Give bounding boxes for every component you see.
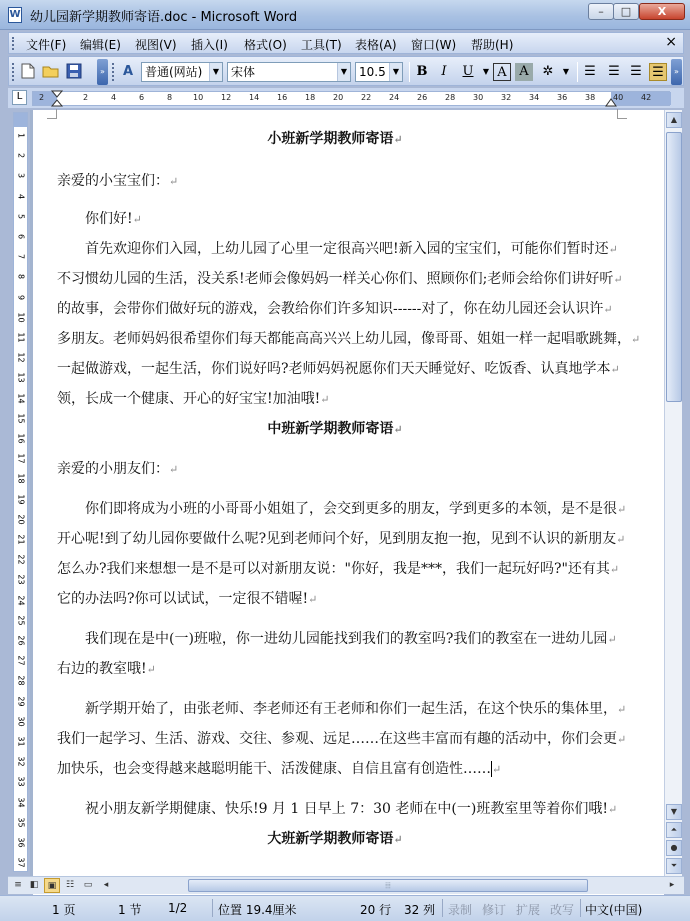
ruler-tick: 22 — [361, 93, 372, 102]
menu-bar — [8, 32, 684, 54]
section-heading[interactable] — [57, 824, 613, 855]
vertical-ruler-tick: 31 — [16, 736, 26, 747]
paragraph-mark-icon: ↵ — [603, 303, 613, 316]
paragraph-text: 中班新学期教师寄语 — [267, 421, 394, 437]
ruler-tick: 36 — [557, 93, 568, 102]
normal-view-icon[interactable]: ≡ — [14, 880, 22, 890]
ruler-tick: 8 — [167, 93, 173, 102]
toolbar-options-icon-2[interactable]: » — [671, 59, 682, 85]
vertical-ruler-tick: 15 — [16, 413, 26, 424]
formatting-toolbar — [8, 56, 684, 86]
align-right-icon[interactable]: ☰ — [630, 64, 642, 79]
horizontal-scrollbar[interactable] — [8, 876, 684, 894]
vertical-ruler-tick: 37 — [16, 857, 26, 868]
paragraph-text: 你们好! — [57, 211, 133, 227]
menu-help[interactable]: 帮助(H) — [471, 38, 514, 52]
toolbar-grip-2[interactable] — [112, 63, 115, 81]
status-extend[interactable]: 扩展 — [516, 903, 541, 917]
paragraph-mark-icon: ↵ — [608, 243, 618, 256]
body-paragraph[interactable] — [57, 354, 620, 385]
open-folder-icon[interactable] — [42, 63, 60, 81]
status-separator — [442, 899, 443, 917]
ruler-tick: 28 — [445, 93, 456, 102]
vertical-ruler-tick: 6 — [16, 233, 26, 240]
vertical-ruler-tick: 13 — [16, 372, 26, 383]
paragraph-text: 不习惯幼儿园的生活，没关系!老师会像妈妈一样关心你们、照顾你们;老师会给你们讲好听 — [57, 271, 614, 287]
underline-dropdown-icon[interactable]: ▼ — [482, 67, 490, 76]
paragraph-text: 怎么办?我们来想想一是不是可以对新朋友说："你好，我是***，我们一起玩好吗?"还有其 — [57, 561, 610, 577]
body-paragraph[interactable] — [57, 264, 623, 295]
top-margin-area — [14, 113, 27, 127]
body-paragraph[interactable] — [57, 754, 613, 785]
vertical-ruler-tick: 2 — [16, 153, 26, 159]
body-paragraph[interactable] — [57, 204, 613, 235]
body-paragraph[interactable] — [57, 724, 627, 755]
print-layout-view-icon[interactable]: ▣ — [44, 878, 60, 893]
vertical-ruler-tick: 21 — [16, 534, 26, 545]
char-border-button[interactable]: A — [493, 63, 511, 81]
ruler-tick: 4 — [111, 93, 117, 102]
word-app-icon[interactable]: W — [8, 7, 22, 23]
scroll-left-icon[interactable]: ◂ — [103, 880, 109, 890]
vertical-ruler-tick: 8 — [16, 274, 26, 280]
paragraph-mark-icon: ↵ — [607, 803, 618, 816]
ruler-tick: 14 — [249, 93, 260, 102]
ruler-tick: 16 — [277, 93, 288, 102]
paragraph-mark-icon: ↵ — [393, 423, 403, 436]
status-separator — [212, 899, 213, 917]
menu-view[interactable]: 视图(V) — [135, 38, 177, 52]
paragraph-mark-icon: ↵ — [492, 763, 502, 776]
paragraph-mark-icon: ↵ — [146, 663, 156, 676]
vertical-ruler-tick: 22 — [16, 554, 26, 565]
paragraph-mark-icon: ↵ — [393, 833, 403, 846]
vertical-ruler-tick: 24 — [16, 595, 26, 606]
horizontal-ruler-bar — [8, 88, 684, 108]
vertical-ruler-tick: 19 — [16, 494, 26, 505]
font-size-value: 10.5 — [359, 65, 386, 79]
menu-window[interactable]: 窗口(W) — [411, 38, 457, 52]
vertical-ruler-tick: 29 — [16, 696, 26, 707]
margin-corner-mark — [617, 109, 627, 119]
document-area[interactable] — [30, 110, 664, 876]
vertical-ruler-tick: 20 — [16, 514, 26, 525]
body-paragraph[interactable] — [57, 554, 620, 585]
body-paragraph[interactable] — [57, 694, 627, 725]
paragraph-mark-icon: ↵ — [320, 393, 330, 406]
vertical-ruler-tick: 4 — [16, 193, 26, 199]
vertical-ruler-tick: 23 — [16, 574, 26, 585]
paragraph-text: 新学期开始了，由张老师、李老师还有王老师和你们一起生活，在这个快乐的集体里， — [57, 701, 617, 717]
paragraph-mark-icon: ↵ — [617, 503, 627, 516]
outline-view-icon[interactable]: ☷ — [65, 880, 75, 890]
menu-file[interactable]: 文件(F) — [26, 38, 67, 52]
paragraph-text: 领，长成一个健康、开心的好宝宝!加油哦! — [57, 391, 321, 407]
paragraph-mark-icon: ↵ — [610, 363, 620, 376]
vertical-ruler-tick: 33 — [16, 776, 26, 787]
window-title: 幼儿园新学期教师寄语.doc - Microsoft Word — [30, 10, 298, 25]
close-document-icon[interactable]: × — [665, 34, 677, 50]
scroll-up-icon[interactable]: ▲ — [666, 112, 682, 128]
paragraph-mark-icon: ↵ — [631, 333, 641, 346]
font-select[interactable] — [227, 62, 351, 82]
paragraph-text: 你们即将成为小班的小哥哥小姐姐了，会交到更多的朋友，学到更多的本领，是不是很 — [57, 501, 617, 517]
paragraph-text: 祝小朋友新学期健康、快乐!9 月 1 日早上 7：30 老师在中(一)班教室里等着你们哦! — [57, 801, 608, 817]
paragraph-mark-icon: ↵ — [132, 213, 142, 226]
chevron-down-icon[interactable]: ▼ — [389, 63, 402, 81]
ruler-tick: 34 — [529, 93, 540, 102]
vertical-ruler-tick: 28 — [16, 675, 26, 686]
paragraph-mark-icon: ↵ — [609, 563, 620, 576]
justify-icon[interactable]: ☰ — [649, 63, 667, 81]
ruler-tick: 18 — [305, 93, 316, 102]
effect-dropdown-icon[interactable]: ▼ — [562, 67, 570, 76]
body-paragraph[interactable] — [57, 454, 613, 485]
underline-button[interactable]: U — [462, 64, 474, 79]
ruler-tick: 38 — [585, 93, 596, 102]
body-paragraph[interactable] — [57, 494, 627, 525]
close-window-button[interactable]: X — [639, 3, 685, 20]
vertical-ruler-tick: 10 — [16, 312, 26, 323]
vertical-ruler-tick: 30 — [16, 716, 26, 727]
vertical-ruler-tick: 25 — [16, 615, 26, 626]
toolbar-separator — [577, 62, 578, 82]
char-shading-button[interactable]: A — [515, 63, 533, 81]
status-line: 20 行 — [360, 903, 392, 917]
web-layout-view-icon[interactable]: ◧ — [29, 880, 39, 890]
body-paragraph[interactable] — [57, 524, 626, 555]
style-select[interactable] — [141, 62, 223, 82]
ruler-tick: 2 — [83, 93, 89, 102]
paragraph-text: 亲爱的小宝宝们： — [57, 173, 169, 189]
text-effect-icon[interactable]: ✲ — [542, 64, 554, 79]
align-left-icon[interactable]: ☰ — [584, 64, 596, 79]
ruler-tick: 32 — [501, 93, 512, 102]
ruler-tick: 24 — [389, 93, 400, 102]
paragraph-text: 亲爱的小朋友们： — [57, 461, 169, 477]
status-language[interactable]: 中文(中国) — [585, 903, 643, 917]
paragraph-text: 加快乐，也会变得越来越聪明能干、活泼健康、自信且富有创造性…… — [57, 761, 491, 777]
vertical-scrollbar[interactable] — [664, 110, 682, 876]
menu-table[interactable]: 表格(A) — [355, 38, 397, 52]
body-paragraph[interactable] — [57, 794, 618, 825]
paragraph-text: 多朋友。老师妈妈很希望你们每天都能高高兴兴上幼儿园，像哥哥、姐姐一样一起唱歌跳舞， — [57, 331, 631, 347]
document-page[interactable] — [33, 110, 664, 910]
vertical-ruler-tick: 36 — [16, 837, 26, 848]
body-paragraph[interactable] — [57, 294, 613, 325]
vertical-scroll-thumb[interactable] — [666, 132, 682, 402]
status-section: 1 节 — [118, 903, 142, 917]
status-page: 1 页 — [52, 903, 76, 917]
ruler-tick: 30 — [473, 93, 484, 102]
previous-page-icon[interactable]: ⏶ — [666, 822, 682, 838]
status-record-macro[interactable]: 录制 — [448, 903, 473, 917]
styles-pane-icon[interactable]: A — [122, 64, 134, 79]
new-document-icon[interactable] — [19, 63, 37, 81]
status-position: 位置 19.4厘米 — [218, 903, 297, 917]
paragraph-text: 右边的教室哦! — [57, 661, 147, 677]
paragraph-text: 的故事，会带你们做好玩的游戏，会教给你们许多知识------对了，你在幼儿园还会认识许 — [57, 301, 604, 317]
paragraph-mark-icon: ↵ — [169, 463, 179, 476]
body-paragraph[interactable] — [57, 384, 613, 415]
body-paragraph[interactable] — [57, 234, 618, 265]
chevron-down-icon[interactable]: ▼ — [337, 63, 350, 81]
vertical-ruler-tick: 17 — [16, 453, 26, 464]
minimize-button[interactable]: – — [588, 3, 614, 20]
tab-stop-selector[interactable]: L — [12, 90, 27, 105]
horizontal-scroll-thumb[interactable]: ⦙⦙⦙ — [188, 879, 588, 892]
ruler-tick: 12 — [221, 93, 232, 102]
vertical-ruler-tick: 26 — [16, 635, 26, 646]
paragraph-text: 开心呢!到了幼儿园你要做什么呢?见到老师问个好，见到朋友抱一抱，见到不认识的新朋友 — [57, 531, 617, 547]
paragraph-mark-icon: ↵ — [169, 175, 179, 188]
status-separator — [580, 899, 581, 917]
style-select-value: 普通(网站) — [145, 65, 203, 79]
section-heading[interactable] — [57, 414, 613, 445]
paragraph-mark-icon: ↵ — [607, 633, 617, 646]
ruler-tick: 40 — [613, 93, 624, 102]
ruler-tick: 6 — [139, 93, 145, 102]
save-disk-icon[interactable] — [65, 63, 83, 81]
next-page-icon[interactable]: ⏷ — [666, 858, 682, 874]
vertical-ruler-tick: 9 — [16, 294, 26, 300]
vertical-ruler-tick: 11 — [16, 332, 26, 343]
status-column: 32 列 — [404, 903, 436, 917]
paragraph-mark-icon: ↵ — [308, 593, 318, 606]
vertical-ruler-tick: 5 — [16, 213, 26, 219]
reading-layout-view-icon[interactable]: ▭ — [83, 880, 93, 890]
status-track-changes[interactable]: 修订 — [482, 903, 507, 917]
toolbar-separator — [409, 62, 410, 82]
vertical-ruler-tick: 35 — [16, 817, 26, 828]
ruler-tick: 20 — [333, 93, 344, 102]
font-select-value: 宋体 — [231, 65, 256, 79]
paragraph-mark-icon: ↵ — [613, 273, 623, 286]
vertical-ruler-tick: 3 — [16, 173, 26, 179]
ruler-tick: 2 — [39, 93, 45, 102]
body-paragraph[interactable] — [57, 624, 617, 655]
vertical-ruler-tick: 27 — [16, 655, 26, 666]
paragraph-mark-icon: ↵ — [617, 733, 627, 746]
paragraph-text: 它的办法吗?你可以试试，一定很不错喔! — [57, 591, 309, 607]
right-indent-marker-icon[interactable] — [606, 97, 616, 107]
paragraph-text: 一起做游戏，一起生活，你们说好吗?老师妈妈祝愿你们天天睡觉好、吃饭香、认真地学本 — [57, 361, 611, 377]
horizontal-ruler[interactable] — [32, 91, 670, 106]
title-bar — [0, 0, 690, 30]
body-paragraph[interactable] — [57, 324, 641, 355]
scroll-right-icon[interactable]: ▸ — [669, 880, 675, 890]
body-paragraph[interactable] — [57, 654, 613, 685]
body-paragraph[interactable] — [57, 584, 613, 615]
menubar-grip[interactable] — [12, 37, 15, 50]
vertical-ruler-tick: 7 — [16, 254, 26, 260]
paragraph-mark-icon: ↵ — [393, 133, 403, 146]
ruler-tick: 10 — [193, 93, 204, 102]
vertical-ruler-tick: 16 — [16, 433, 26, 444]
chevron-down-icon[interactable]: ▼ — [209, 63, 222, 81]
vertical-ruler-tick: 18 — [16, 473, 26, 484]
menu-format[interactable]: 格式(O) — [244, 38, 287, 52]
vertical-ruler[interactable] — [13, 112, 28, 872]
bold-button[interactable]: B — [416, 64, 428, 79]
font-size-select[interactable] — [355, 62, 403, 82]
paragraph-text: 首先欢迎你们入园，上幼儿园了心里一定很高兴吧!新入园的宝宝们，可能你们暂时还 — [57, 241, 609, 257]
vertical-ruler-tick: 12 — [16, 352, 26, 363]
paragraph-text: 我们一起学习、生活、游戏、交往、参观、远足……在这些丰富而有趣的活动中，你们会更 — [57, 731, 617, 747]
toolbar-grip[interactable] — [12, 63, 15, 81]
paragraph-mark-icon: ↵ — [617, 703, 627, 716]
margin-corner-mark — [47, 109, 57, 119]
paragraph-mark-icon: ↵ — [616, 533, 626, 546]
paragraph-text: 大班新学期教师寄语 — [267, 831, 394, 847]
scroll-down-icon[interactable]: ▼ — [666, 804, 682, 820]
status-bar — [0, 895, 690, 921]
vertical-ruler-tick: 34 — [16, 797, 26, 808]
ruler-tick: 42 — [641, 93, 652, 102]
paragraph-text: 我们现在是中(一)班啦，你一进幼儿园能找到我们的教室吗?我们的教室在一进幼儿园 — [57, 631, 608, 647]
status-page-of: 1/2 — [168, 901, 188, 915]
toolbar-options-icon[interactable]: » — [97, 59, 108, 85]
italic-button[interactable]: I — [441, 64, 447, 79]
menu-insert[interactable]: 插入(I) — [191, 38, 228, 52]
paragraph-text: 小班新学期教师寄语 — [267, 131, 394, 147]
maximize-button[interactable]: □ — [613, 3, 639, 20]
select-browse-object-icon[interactable]: ● — [666, 840, 682, 856]
vertical-ruler-tick: 32 — [16, 756, 26, 767]
body-paragraph[interactable] — [57, 166, 613, 197]
vertical-ruler-tick: 1 — [16, 132, 26, 139]
menu-edit[interactable]: 编辑(E) — [80, 38, 121, 52]
indent-marker-icon[interactable] — [52, 91, 62, 107]
menu-tools[interactable]: 工具(T) — [301, 38, 342, 52]
align-center-icon[interactable]: ☰ — [608, 64, 620, 79]
status-overtype[interactable]: 改写 — [550, 903, 575, 917]
vertical-ruler-tick: 14 — [16, 393, 26, 404]
ruler-tick: 26 — [417, 93, 428, 102]
section-heading[interactable] — [57, 124, 613, 155]
